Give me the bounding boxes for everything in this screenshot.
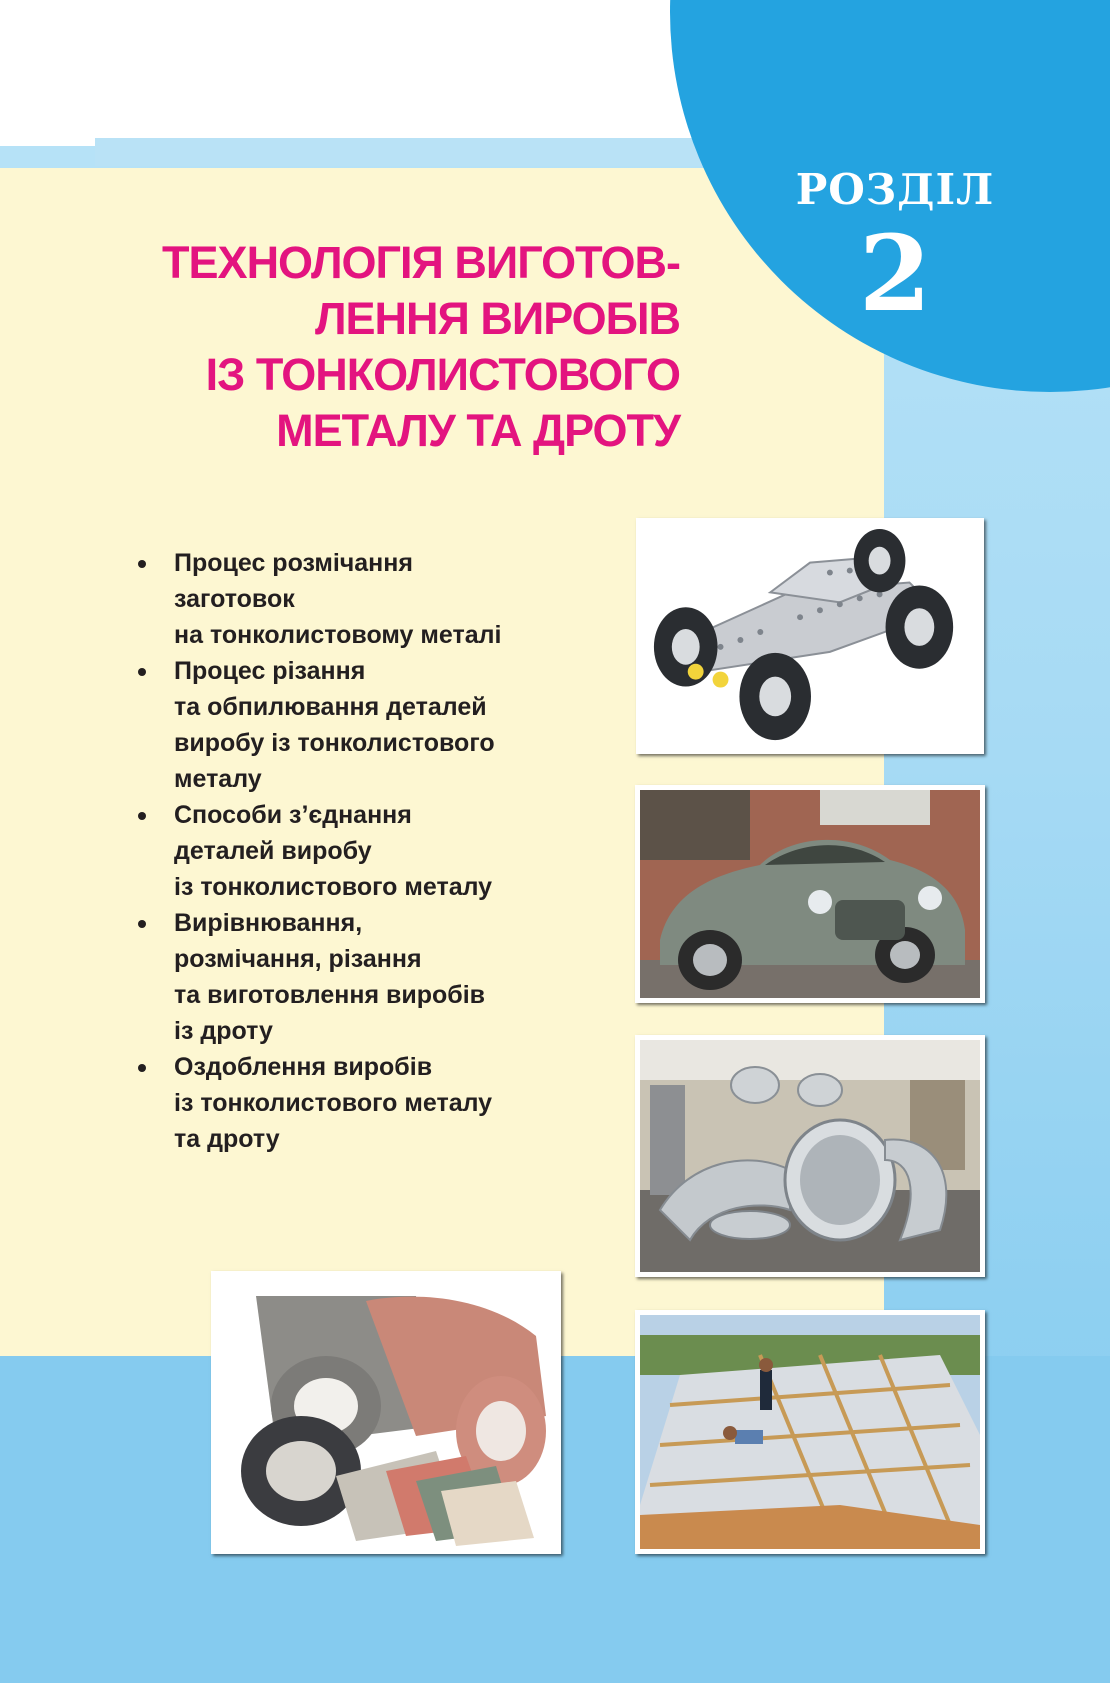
topic-line: із дроту xyxy=(174,1017,273,1045)
topic-line: Оздоблення виробів xyxy=(174,1053,433,1081)
topic-item xyxy=(132,545,602,653)
chapter-title xyxy=(90,235,680,459)
topic-line: Процес розмічання xyxy=(174,549,413,577)
toy-car-construction-kit-photo xyxy=(636,518,984,754)
topic-line: та дроту xyxy=(174,1125,280,1153)
chapter-label: РОЗДІЛ xyxy=(795,165,995,214)
chapter-number: 2 xyxy=(858,212,932,335)
topic-line: виробу із тонколистового xyxy=(174,729,495,757)
topic-line: із тонколистового металу xyxy=(174,1089,493,1117)
topic-line: із тонколистового металу xyxy=(174,873,493,901)
topic-line: деталей виробу xyxy=(174,837,372,865)
topic-line: та виготовлення виробів xyxy=(174,981,486,1009)
topic-line: металу xyxy=(174,765,262,793)
retro-sports-car-photo xyxy=(635,785,985,1003)
topic-line: розмічання, різання xyxy=(174,945,422,973)
sandpaper-rolls-photo xyxy=(211,1271,561,1554)
topic-item xyxy=(132,797,602,905)
topic-item xyxy=(132,1049,602,1157)
metal-roof-workers-photo xyxy=(635,1310,985,1554)
topic-line: та обпилювання деталей xyxy=(174,693,487,721)
topics-list xyxy=(132,545,602,1157)
title-line: МЕТАЛУ ТА ДРОТУ xyxy=(276,405,680,456)
topic-line: заготовок xyxy=(174,585,295,613)
topic-item xyxy=(132,905,602,1049)
topic-item xyxy=(132,653,602,797)
topic-line: Способи з’єднання xyxy=(174,801,412,829)
title-line: ІЗ ТОНКОЛИСТОВОГО xyxy=(205,349,680,400)
ventilation-ducts-photo xyxy=(635,1035,985,1277)
title-line: ТЕХНОЛОГІЯ ВИГОТОВ- xyxy=(162,237,680,288)
topic-line: на тонколистовому металі xyxy=(174,621,502,649)
topic-line: Вирівнювання, xyxy=(174,909,363,937)
topic-line: Процес різання xyxy=(174,657,366,685)
title-line: ЛЕННЯ ВИРОБІВ xyxy=(314,293,680,344)
